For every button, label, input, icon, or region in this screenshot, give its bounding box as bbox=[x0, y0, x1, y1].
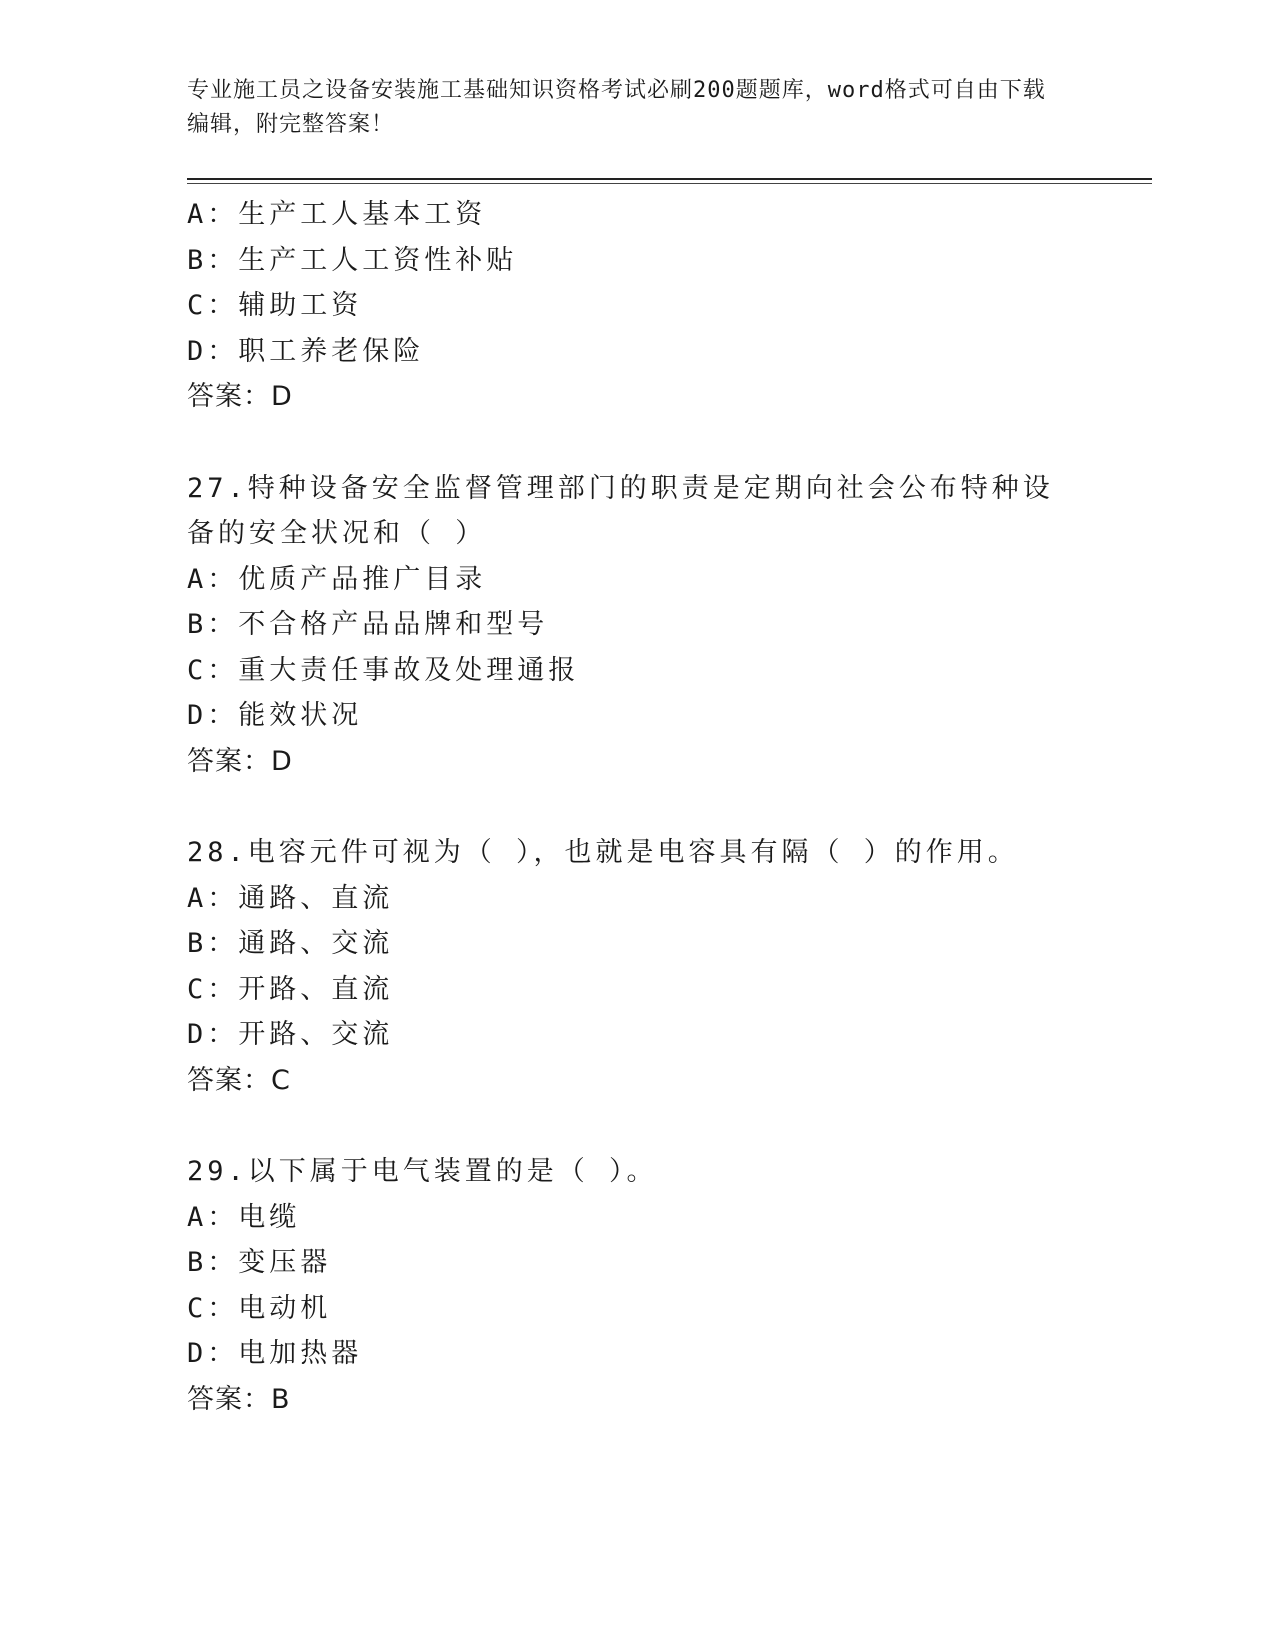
option-d: D：能效状况 bbox=[187, 700, 363, 731]
option-a: A：优质产品推广目录 bbox=[187, 563, 487, 595]
option-a: A：通路、直流 bbox=[187, 882, 394, 914]
spacer bbox=[187, 784, 1087, 830]
option-d: D：职工养老保险 bbox=[187, 335, 425, 367]
question-block-28 bbox=[187, 830, 1087, 1103]
option-c: C：辅助工资 bbox=[187, 290, 363, 321]
question-stem: 29.以下属于电气装置的是（ ）。 bbox=[187, 1156, 658, 1187]
spacer bbox=[187, 1103, 1087, 1149]
question-list bbox=[187, 192, 1087, 1422]
option-b: B：通路、交流 bbox=[187, 928, 394, 959]
option-d: D：开路、交流 bbox=[187, 1019, 394, 1050]
document-header: 专业施工员之设备安装施工基础知识资格考试必刷200题题库，word格式可自由下载编辑，附完整答案！ bbox=[187, 78, 1046, 137]
answer-line: 答案：C bbox=[187, 1064, 291, 1096]
option-b: B：不合格产品品牌和型号 bbox=[187, 609, 549, 640]
question-block-26 bbox=[187, 192, 1087, 420]
question-block-29 bbox=[187, 1149, 1087, 1422]
option-c: C：重大责任事故及处理通报 bbox=[187, 654, 580, 686]
question-block-27 bbox=[187, 466, 1087, 785]
question-stem: 28.电容元件可视为（ ），也就是电容具有隔（ ）的作用。 bbox=[187, 837, 1019, 868]
option-b: B：生产工人工资性补贴 bbox=[187, 244, 518, 276]
header-rule-thin bbox=[187, 183, 1152, 184]
question-stem: 27.特种设备安全监督管理部门的职责是定期向社会公布特种设备的安全状况和（ ） bbox=[187, 472, 1054, 549]
option-b: B：变压器 bbox=[187, 1247, 332, 1278]
option-c: C：电动机 bbox=[187, 1292, 332, 1324]
answer-line: 答案：D bbox=[187, 381, 293, 412]
answer-line: 答案：B bbox=[187, 1383, 291, 1415]
spacer bbox=[187, 420, 1087, 466]
option-a: A：生产工人基本工资 bbox=[187, 199, 487, 230]
option-d: D：电加热器 bbox=[187, 1338, 363, 1369]
option-c: C：开路、直流 bbox=[187, 973, 394, 1005]
header-rule-thick bbox=[187, 178, 1152, 180]
option-a: A：电缆 bbox=[187, 1201, 301, 1233]
answer-line: 答案：D bbox=[187, 745, 293, 777]
